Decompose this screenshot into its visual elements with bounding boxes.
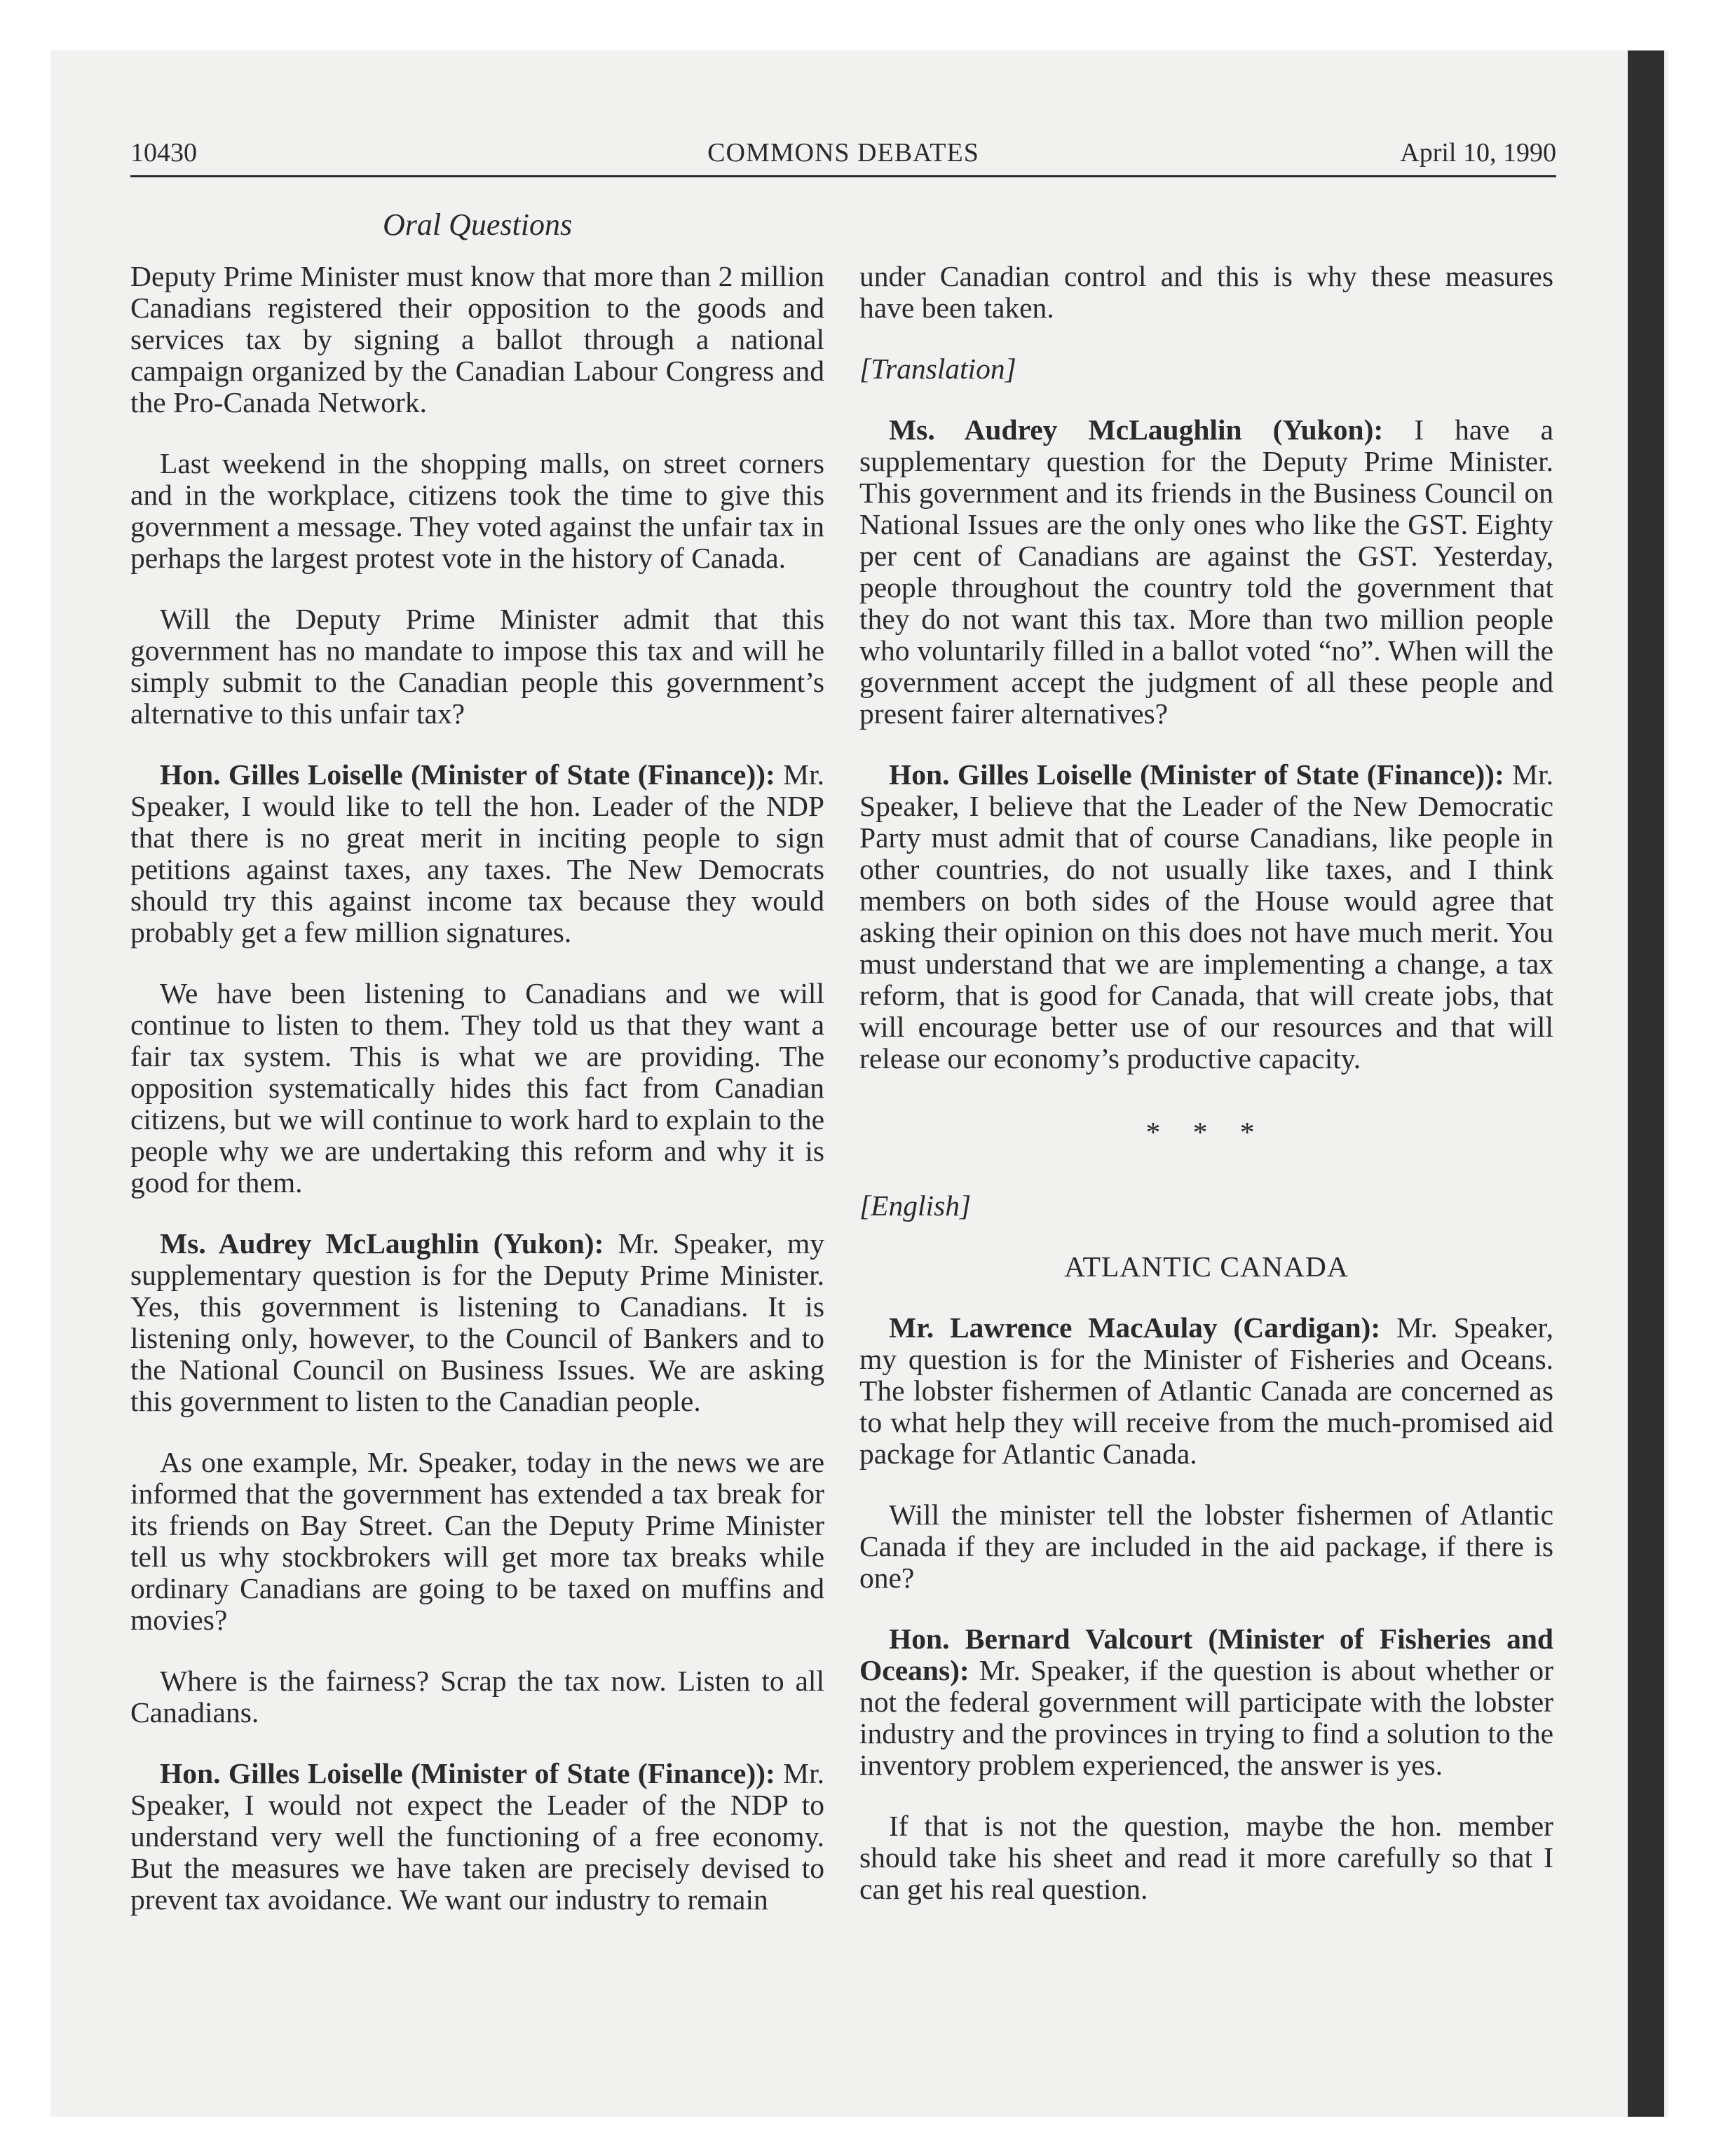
paragraph: Will the Deputy Prime Minister admit that this government has no mandate to impose this tax and will he simply submit to the Canadian people this government’s alternative to this unfair tax? — [130, 603, 824, 730]
speech — [130, 1228, 824, 1417]
publication-date: April 10, 1990 — [1400, 138, 1556, 168]
page-number: 10430 — [130, 138, 197, 168]
publication-title: COMMONS DEBATES — [707, 138, 979, 168]
section-separator: * * * — [1145, 1116, 1267, 1148]
speech — [130, 1758, 824, 1916]
paragraph: Will the minister tell the lobster fishermen of Atlantic Canada if they are included in the aid package, if there is one? — [859, 1499, 1553, 1594]
paragraph: under Canadian control and this is why these measures have been taken. — [859, 260, 1553, 324]
left-column — [130, 261, 824, 1945]
speech-text: Mr. Speaker, my question is for the Minister of Fisheries and Oceans. The lobster fishermen of Atlantic Canada are concerned as to what help they will receive from the much-promised aid package for Atlantic Canada. — [859, 1311, 1553, 1470]
speaker-name: Mr. Lawrence MacAulay (Cardigan): — [889, 1311, 1381, 1344]
speech — [130, 759, 824, 948]
speech-text: Mr. Speaker, I would not expect the Leader of the NDP to understand very well the functioning of a free economy. But the measures we have taken are precisely devised to prevent tax avoidance. We want our industry to remain — [130, 1757, 824, 1916]
paragraph: As one example, Mr. Speaker, today in the news we are informed that the government has extended a tax break for its friends on Bay Street. Can the Deputy Prime Minister tell us why stockbrokers will get more tax breaks while ordinary Canadians are going to be taxed on muffins and movies? — [130, 1446, 824, 1636]
speaker-name: Hon. Gilles Loiselle (Minister of State (Finance)): — [889, 758, 1504, 791]
speaker-name: Hon. Gilles Loiselle (Minister of State (Finance)): — [160, 758, 775, 791]
right-column — [859, 261, 1553, 1935]
speech — [859, 414, 1553, 730]
speech — [859, 1312, 1553, 1470]
paragraph: Deputy Prime Minister must know that more than 2 million Canadians registered their opposition to the goods and services tax by signing a ballot through a national campaign organized by the Canadian Labour Congress and the Pro-Canada Network. — [130, 260, 824, 418]
speech-text: Mr. Speaker, my supplementary question is for the Deputy Prime Minister. Yes, this government is listening to Canadians. It is listening only, however, to the Council of Bankers and to the National Council on Business Issues. We are asking this government to listen to the Canadian people. — [130, 1227, 824, 1417]
speaker-name: Hon. Bernard Valcourt (Minister of Fisheries and Oceans): — [859, 1623, 1553, 1686]
speech — [859, 759, 1553, 1074]
paragraph: Where is the fairness? Scrap the tax now. Listen to all Canadians. — [130, 1665, 824, 1728]
language-tag: [English] — [859, 1189, 972, 1222]
speech-text: Mr. Speaker, if the question is about whether or not the federal government will participate with the lobster industry and the provinces in trying to find a solution to the inventory problem experienced, the answer is yes. — [859, 1654, 1553, 1781]
subject-heading: ATLANTIC CANADA — [1064, 1250, 1349, 1283]
speaker-name: Ms. Audrey McLaughlin (Yukon): — [889, 414, 1384, 446]
running-header — [130, 137, 1556, 179]
speech-text: Mr. Speaker, I believe that the Leader of the New Democratic Party must admit that of course Canadians, like people in other countries, do not usually like taxes, and I think members on both sides of the House would agree that asking their opinion on this does not have much merit. You must understand that we are implementing a change, a tax reform, that is good for Canada, that will create jobs, that will encourage better use of our resources and that will release our economy’s productive capacity. — [859, 758, 1553, 1074]
language-tag: [Translation] — [859, 353, 1016, 385]
paragraph: We have been listening to Canadians and we will continue to listen to them. They told us that they want a fair tax system. This is what we are providing. The opposition systematically hides this fact from Canadian citizens, but we will continue to work hard to explain to the people why we are undertaking this reform and why it is good for them. — [130, 977, 824, 1199]
speech-text: I have a supplementary question for the Deputy Prime Minister. This government and its friends in the Business Council on National Issues are the only ones who like the GST. Eighty per cent of Canadians are against the GST. Yesterday, people throughout the country told the government that they do not want this tax. More than two million people who voluntarily filled in a ballot voted “no”. When will the government accept the judgment of all these people and present fairer alternatives? — [859, 414, 1553, 730]
header-rule — [130, 175, 1556, 177]
paragraph: Last weekend in the shopping malls, on street corners and in the workplace, citizens took the time to give this government a message. They voted against the unfair tax in perhaps the largest protest vote in the history of Canada. — [130, 447, 824, 574]
speaker-name: Hon. Gilles Loiselle (Minister of State (Finance)): — [160, 1757, 775, 1789]
paragraph: If that is not the question, maybe the hon. member should take his sheet and read it more carefully so that I can get his real question. — [859, 1810, 1553, 1905]
speech — [859, 1623, 1553, 1781]
speaker-name: Ms. Audrey McLaughlin (Yukon): — [160, 1227, 604, 1260]
speech-text: Mr. Speaker, I would like to tell the hon. Leader of the NDP that there is no great merit in inciting people to sign petitions against taxes, any taxes. The New Democrats should try this against income tax because they would probably get a few million signatures. — [130, 758, 824, 948]
section-heading: Oral Questions — [382, 207, 573, 242]
